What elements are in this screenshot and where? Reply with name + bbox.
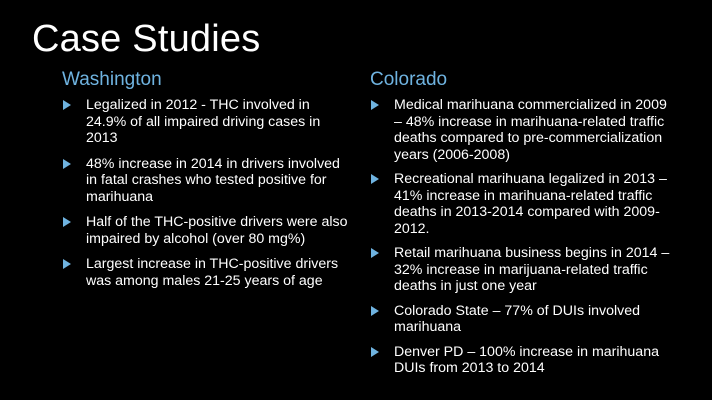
- bullet-text: Medical marihuana commercialized in 2009 – 48% increase in marihuana-related traffic deaths compared to pre-commercialization years (2006-2008): [394, 97, 667, 163]
- washington-bullet-list: [62, 97, 352, 289]
- bullet-text: Legalized in 2012 - THC involved in 24.9% of all impaired driving cases in 2013: [86, 97, 321, 146]
- list-item: [62, 156, 352, 206]
- list-item: [370, 245, 670, 295]
- bullet-text: Recreational marihuana legalized in 2013 – 41% increase in marihuana-related traffic deaths in 2013-2014 compared with 2009-2012.: [394, 171, 667, 237]
- bullet-text: Colorado State – 77% of DUIs involved marihuana: [394, 302, 641, 335]
- colorado-heading: Colorado: [370, 69, 448, 90]
- list-item: [370, 303, 670, 336]
- slide-title: Case Studies: [32, 18, 261, 60]
- bullet-text: Denver PD – 100% increase in marihuana DUIs from 2013 to 2014: [394, 343, 659, 376]
- triangle-bullet-icon: [63, 100, 71, 110]
- bullet-text: 48% increase in 2014 in drivers involved in fatal crashes who tested positive for marihuana: [86, 155, 340, 205]
- washington-column: [62, 68, 352, 298]
- triangle-bullet-icon: [371, 100, 379, 110]
- triangle-bullet-icon: [371, 174, 379, 184]
- bullet-text: Largest increase in THC-positive drivers was among males 21-25 years of age: [86, 256, 339, 289]
- triangle-bullet-icon: [371, 248, 379, 258]
- list-item: [370, 344, 670, 377]
- list-item: [370, 97, 670, 163]
- list-item: [62, 97, 352, 147]
- colorado-column: [370, 68, 670, 385]
- bullet-text: Retail marihuana business begins in 2014 – 32% increase in marijuana-related traffic deaths in just one year: [394, 245, 670, 294]
- list-item: [370, 171, 670, 237]
- washington-heading: Washington: [62, 69, 162, 90]
- list-item: [62, 214, 352, 247]
- triangle-bullet-icon: [371, 347, 379, 357]
- triangle-bullet-icon: [63, 217, 71, 227]
- list-item: [62, 256, 352, 289]
- triangle-bullet-icon: [63, 159, 71, 169]
- bullet-text: Half of the THC-positive drivers were also impaired by alcohol (over 80 mg%): [86, 214, 348, 247]
- triangle-bullet-icon: [371, 306, 379, 316]
- triangle-bullet-icon: [63, 259, 71, 269]
- colorado-bullet-list: [370, 97, 670, 377]
